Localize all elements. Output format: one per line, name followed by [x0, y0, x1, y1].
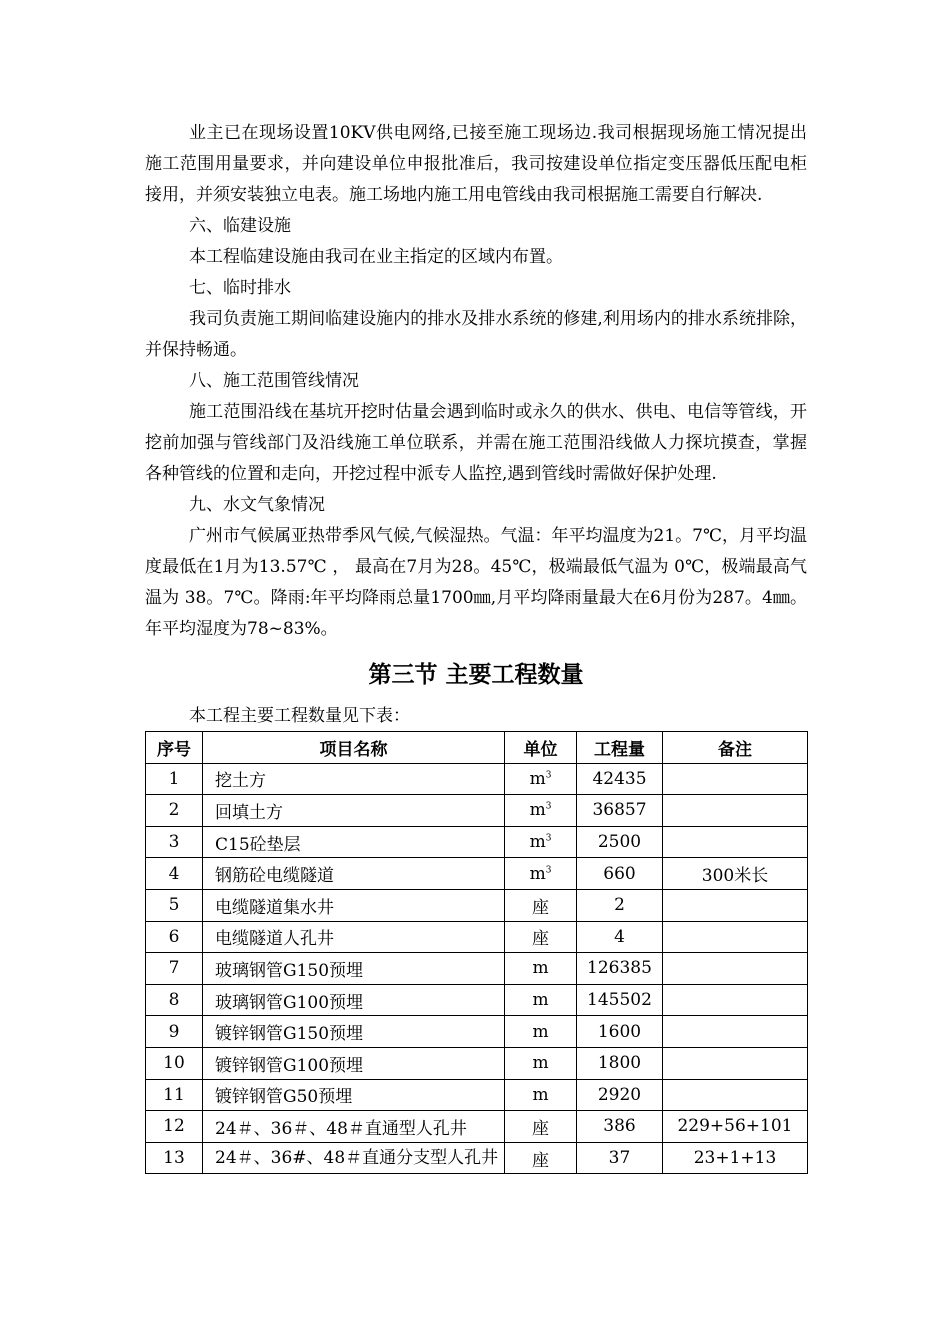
cell-quantity [577, 921, 663, 953]
cell-name-text: 电缆隧道人孔井 [215, 929, 334, 950]
cell-quantity-text: 2500 [597, 832, 642, 853]
cell-unit [505, 1016, 577, 1048]
table-row [146, 795, 808, 827]
cell-no-text: 6 [168, 926, 180, 947]
cell-quantity [577, 1016, 663, 1048]
paragraph-temporary-facilities: 本工程临建设施由我司在业主指定的区域内布置。 [189, 247, 563, 267]
cell-quantity [577, 984, 663, 1016]
cell-quantity-text: 126385 [587, 958, 652, 979]
cell-unit-text: m [532, 1053, 549, 1074]
cell-quantity [577, 1079, 663, 1111]
cell-unit-text: m [529, 832, 546, 853]
cell-note [663, 763, 808, 795]
cell-no [146, 889, 203, 921]
cell-note [663, 795, 808, 827]
cell-name-text: 镀锌钢管G100预埋 [215, 1055, 364, 1076]
cell-quantity-text: 36857 [592, 800, 647, 821]
cell-name [203, 1047, 505, 1079]
cell-quantity-text: 386 [603, 1116, 636, 1137]
cell-unit [505, 984, 577, 1016]
cell-unit [505, 1047, 577, 1079]
cell-note [663, 1142, 808, 1174]
cell-no-text: 12 [163, 1116, 185, 1137]
cell-unit-text: m [529, 863, 546, 884]
cell-name-text: 镀锌钢管G150预埋 [215, 1024, 364, 1045]
table-row [146, 1079, 808, 1111]
cell-name [203, 826, 505, 858]
heading-pipelines: 八、施工范围管线情况 [189, 371, 359, 391]
header-no: 序号 [146, 732, 203, 764]
cell-unit [505, 921, 577, 953]
table-body [146, 763, 808, 1174]
cell-name-text: 回填土方 [215, 802, 283, 823]
cell-no [146, 826, 203, 858]
cell-no-text: 3 [168, 832, 180, 853]
cell-no-text: 2 [168, 800, 180, 821]
cell-name [203, 889, 505, 921]
cell-name-text: 镀锌钢管G50预埋 [215, 1087, 353, 1108]
cell-unit-text: m [529, 768, 546, 789]
section-title: 第三节 主要工程数量 [368, 662, 584, 688]
table-row [146, 889, 808, 921]
cell-note [663, 953, 808, 985]
cell-no-text: 8 [168, 990, 180, 1011]
cell-quantity [577, 858, 663, 890]
cell-note [663, 826, 808, 858]
table-row [146, 1142, 808, 1174]
table-header-row [146, 732, 808, 764]
table-row [146, 858, 808, 890]
paragraph-hydrology-weather: 广州市气候属亚热带季风气候,气候湿热。气温：年平均温度为21。7℃，月平均温度最低在1月为13.57℃ ， 最高在7月为28。45℃，极端最低气温为 0℃，极端最高气温为 38。7℃。降雨:年平均降雨总量1700㎜,月平均降雨量最大在6月份为287。4㎜。年平均湿度为78~83%。 [145, 526, 807, 639]
cell-unit-text: 座 [532, 1150, 549, 1171]
cell-unit-text: m [532, 1084, 549, 1105]
cell-quantity [577, 795, 663, 827]
cell-quantity-text: 1600 [597, 1021, 642, 1042]
heading-temporary-drainage: 七、临时排水 [189, 278, 291, 298]
cell-unit-text: m [532, 958, 549, 979]
cell-quantity-text: 1800 [597, 1053, 642, 1074]
cell-note [663, 858, 808, 890]
header-name: 项目名称 [203, 732, 505, 764]
cell-unit-text: 座 [532, 929, 549, 950]
header-unit: 单位 [505, 732, 577, 764]
cell-quantity-text: 42435 [592, 768, 647, 789]
cell-note [663, 1111, 808, 1143]
cell-note [663, 921, 808, 953]
cell-note [663, 1047, 808, 1079]
cell-quantity [577, 889, 663, 921]
cell-name [203, 921, 505, 953]
cell-unit-text: m [529, 800, 546, 821]
cell-quantity [577, 826, 663, 858]
table-row [146, 953, 808, 985]
cell-name [203, 858, 505, 890]
cell-note-text: 300米长 [701, 866, 769, 887]
quantities-table [145, 731, 808, 1174]
cell-name [203, 1111, 505, 1143]
header-quantity: 工程量 [577, 732, 663, 764]
cell-name-text: 玻璃钢管G150预埋 [215, 960, 364, 981]
cell-no [146, 1142, 203, 1174]
cell-quantity [577, 953, 663, 985]
cell-unit [505, 795, 577, 827]
cell-no-text: 1 [168, 768, 180, 789]
cell-unit [505, 953, 577, 985]
cell-no [146, 1016, 203, 1048]
cell-no-text: 13 [163, 1148, 185, 1169]
heading-hydrology-weather: 九、水文气象情况 [189, 495, 325, 515]
cell-no-text: 11 [163, 1084, 185, 1105]
cell-quantity-text: 4 [614, 926, 625, 947]
table-row [146, 1047, 808, 1079]
document-page [145, 118, 807, 1174]
cell-name-text: 玻璃钢管G100预埋 [215, 992, 364, 1013]
cell-name [203, 795, 505, 827]
paragraph-pipelines: 施工范围沿线在基坑开挖时估量会遇到临时或永久的供水、供电、电信等管线，开挖前加强与管线部门及沿线施工单位联系，并需在施工范围沿线做人力探坑摸查，掌握各种管线的位置和走向，开挖过程中派专人监控,遇到管线时需做好保护处理. [145, 402, 807, 484]
cell-quantity-text: 2 [614, 895, 625, 916]
cell-quantity [577, 1047, 663, 1079]
cell-no [146, 763, 203, 795]
cell-no [146, 984, 203, 1016]
cell-note [663, 1016, 808, 1048]
cell-unit [505, 1142, 577, 1174]
cell-note [663, 984, 808, 1016]
cell-name [203, 984, 505, 1016]
cell-name-text: 电缆隧道集水井 [215, 897, 334, 918]
unit-superscript: 3 [545, 833, 552, 844]
table-row [146, 1016, 808, 1048]
cell-name-text: C15砼垫层 [215, 834, 301, 855]
cell-name-text: 24＃、36＃、48＃直通型人孔井 [215, 1118, 467, 1139]
cell-unit [505, 889, 577, 921]
cell-name-text: 24＃、36#、48＃直通分支型人孔井 [215, 1147, 499, 1168]
cell-no [146, 795, 203, 827]
cell-quantity-text: 660 [603, 863, 636, 884]
cell-quantity-text: 145502 [587, 990, 652, 1011]
table-row [146, 763, 808, 795]
cell-name-text: 挖土方 [215, 771, 266, 792]
cell-quantity-text: 37 [608, 1148, 631, 1169]
cell-unit [505, 1111, 577, 1143]
cell-unit-text: 座 [532, 897, 549, 918]
paragraph-power-supply: 业主已在现场设置10KV供电网络,已接至施工现场边.我司根据现场施工情况提出施工范围用量要求，并向建设单位申报批准后，我司按建设单位指定变压器低压配电柜接用，并须安装独立电表。施工场地内施工用电管线由我司根据施工需要自行解决. [145, 123, 807, 205]
unit-superscript: 3 [545, 865, 552, 876]
cell-name [203, 1079, 505, 1111]
cell-unit-text: m [532, 990, 549, 1011]
cell-quantity [577, 1111, 663, 1143]
cell-unit [505, 826, 577, 858]
heading-temporary-facilities: 六、临建设施 [189, 216, 291, 236]
cell-no [146, 858, 203, 890]
cell-quantity [577, 1142, 663, 1174]
cell-no [146, 953, 203, 985]
cell-no [146, 1047, 203, 1079]
cell-no [146, 1111, 203, 1143]
cell-unit-text: m [532, 1021, 549, 1042]
table-row [146, 1111, 808, 1143]
cell-no [146, 1079, 203, 1111]
cell-no [146, 921, 203, 953]
unit-superscript: 3 [545, 770, 552, 781]
cell-note [663, 1079, 808, 1111]
cell-no-text: 4 [168, 863, 180, 884]
header-note: 备注 [663, 732, 808, 764]
cell-no-text: 9 [168, 1021, 180, 1042]
cell-note [663, 889, 808, 921]
cell-no-text: 7 [168, 958, 180, 979]
cell-note-text: 23+1+13 [693, 1148, 777, 1169]
table-row [146, 921, 808, 953]
unit-superscript: 3 [545, 801, 552, 812]
cell-quantity-text: 2920 [597, 1084, 642, 1105]
cell-no-text: 10 [163, 1053, 185, 1074]
cell-name-text: 钢筋砼电缆隧道 [215, 866, 334, 887]
cell-name [203, 1142, 505, 1174]
cell-no-text: 5 [168, 895, 180, 916]
paragraph-temporary-drainage: 我司负责施工期间临建设施内的排水及排水系统的修建,利用场内的排水系统排除，并保持畅通。 [145, 309, 807, 360]
cell-note-text: 229+56+101 [677, 1116, 793, 1137]
table-intro: 本工程主要工程数量见下表： [189, 706, 410, 726]
table-row [146, 826, 808, 858]
cell-name [203, 953, 505, 985]
table-row [146, 984, 808, 1016]
cell-quantity [577, 763, 663, 795]
cell-unit [505, 858, 577, 890]
cell-unit [505, 763, 577, 795]
cell-unit [505, 1079, 577, 1111]
cell-name [203, 1016, 505, 1048]
cell-unit-text: 座 [532, 1118, 549, 1139]
cell-name [203, 763, 505, 795]
